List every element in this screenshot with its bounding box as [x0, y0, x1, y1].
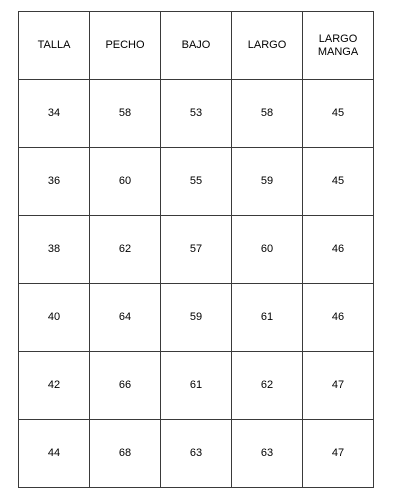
cell-talla: 36 — [19, 148, 90, 216]
table-row — [19, 80, 374, 148]
cell-largo: 58 — [232, 80, 303, 148]
cell-largo-manga: 47 — [303, 420, 374, 488]
table-body — [19, 80, 374, 488]
cell-bajo: 59 — [161, 284, 232, 352]
cell-bajo: 61 — [161, 352, 232, 420]
cell-largo-manga: 46 — [303, 284, 374, 352]
header-label: BAJO — [181, 39, 211, 51]
cell-largo-manga: 47 — [303, 352, 374, 420]
cell-largo: 59 — [232, 148, 303, 216]
header-largo-manga — [303, 12, 374, 80]
cell-largo-manga: 45 — [303, 80, 374, 148]
header-label: LARGO — [247, 39, 287, 51]
table-row — [19, 284, 374, 352]
cell-bajo: 53 — [161, 80, 232, 148]
cell-largo-manga: 45 — [303, 148, 374, 216]
cell-talla: 38 — [19, 216, 90, 284]
cell-pecho: 58 — [90, 80, 161, 148]
table-header — [19, 12, 374, 80]
cell-talla: 34 — [19, 80, 90, 148]
header-label: TALLA — [37, 39, 71, 51]
cell-largo-manga: 46 — [303, 216, 374, 284]
header-largo — [232, 12, 303, 80]
cell-pecho: 66 — [90, 352, 161, 420]
cell-bajo: 55 — [161, 148, 232, 216]
cell-pecho: 68 — [90, 420, 161, 488]
cell-pecho: 62 — [90, 216, 161, 284]
table-row — [19, 420, 374, 488]
cell-talla: 40 — [19, 284, 90, 352]
header-label: PECHO — [105, 39, 145, 51]
cell-talla: 42 — [19, 352, 90, 420]
cell-pecho: 64 — [90, 284, 161, 352]
cell-largo: 60 — [232, 216, 303, 284]
size-chart-table — [18, 11, 374, 488]
cell-bajo: 63 — [161, 420, 232, 488]
cell-bajo: 57 — [161, 216, 232, 284]
cell-pecho: 60 — [90, 148, 161, 216]
cell-largo: 63 — [232, 420, 303, 488]
header-talla — [19, 12, 90, 80]
header-label: LARGO MANGA — [317, 32, 359, 58]
table-row — [19, 148, 374, 216]
cell-talla: 44 — [19, 420, 90, 488]
header-bajo — [161, 12, 232, 80]
cell-largo: 61 — [232, 284, 303, 352]
cell-largo: 62 — [232, 352, 303, 420]
table-row — [19, 216, 374, 284]
header-pecho — [90, 12, 161, 80]
header-row — [19, 12, 374, 80]
table-row — [19, 352, 374, 420]
